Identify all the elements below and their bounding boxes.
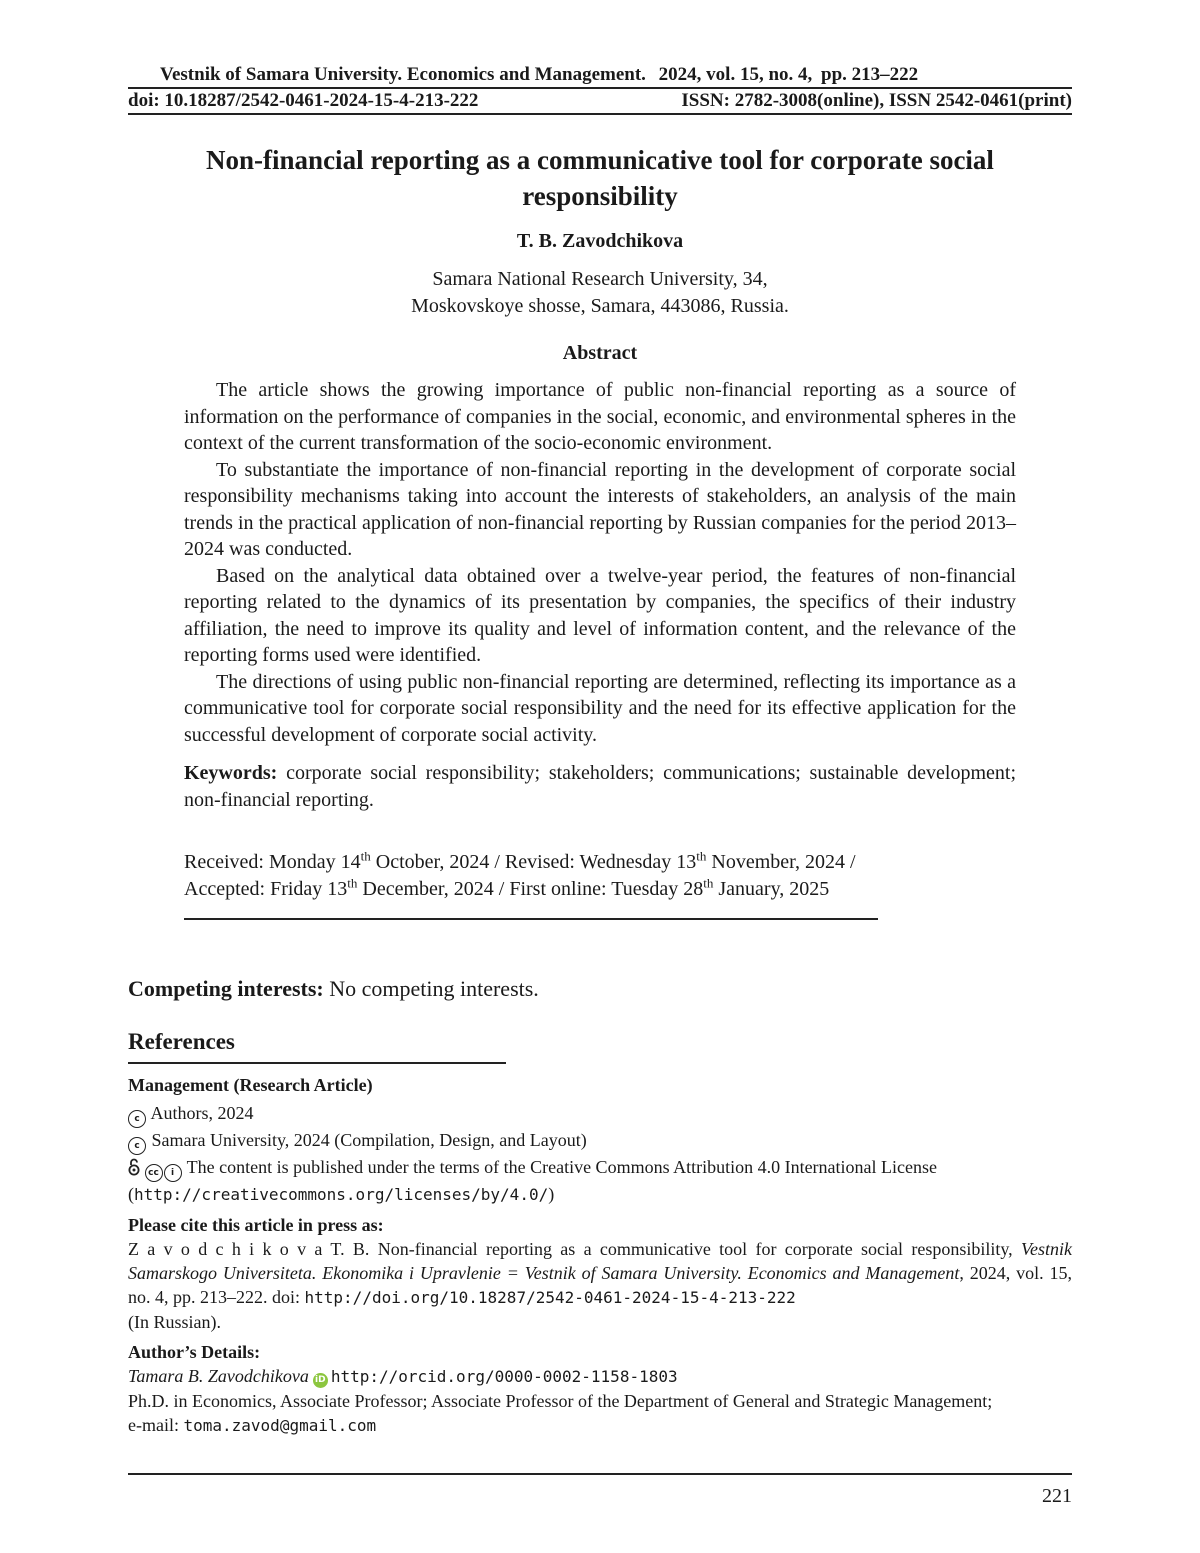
cite-details: , 2024, vol. 15, no. 4, pp. 213–222. doi: [128, 1263, 1072, 1307]
license-url-line: (http://creativecommons.org/licenses/by/4.0/) [128, 1184, 555, 1204]
article-dates [184, 849, 1016, 903]
cc-icon: cc [145, 1164, 163, 1182]
citation [128, 1237, 1072, 1310]
copyright-icon: c [128, 1110, 146, 1128]
author-full-name: Tamara B. Zavodchikova [128, 1366, 309, 1386]
header-rule [128, 87, 1072, 89]
revised-date: October, 2024 / Revised: Wednesday 13 [370, 851, 697, 873]
article-title [128, 142, 1072, 214]
journal-header [160, 64, 918, 86]
ordinal-suffix: th [703, 875, 714, 891]
author-name: T. B. Zavodchikova [516, 230, 684, 252]
ordinal-suffix: th [360, 848, 371, 864]
abstract-body [184, 377, 1016, 748]
revised-date-end: November, 2024 / [706, 851, 856, 873]
abstract-paragraph: The article shows the growing importance of public non-financial reporting as a source of information on the performance of companies in the social, economic, and environmental spheres in the context of the current transformation of the socio-economic environment. [184, 379, 1016, 454]
competing-label: Competing interests: [128, 976, 324, 1001]
by-icon: i [164, 1164, 182, 1182]
dates-rule [184, 918, 878, 920]
orcid-icon: iD [313, 1373, 328, 1388]
online-date: December, 2024 / First online: Tuesday 28 [357, 878, 704, 900]
author-orcid-line [128, 1364, 1072, 1389]
article-type: Management (Research Article) [128, 1075, 373, 1095]
email-label: e-mail: [128, 1415, 184, 1435]
journal-name: Vestnik of Samara University. Economics and Management. [160, 64, 646, 85]
affiliation-line-2: Moskovskoye shosse, Samara, 443086, Russia. [411, 295, 789, 317]
cite-journal: Vestnik Samarskogo Universiteta. Ekonomika i Upravlenie = Vestnik of Samara University. Economics and Management [128, 1239, 1072, 1283]
title-line-2: responsibility [522, 181, 678, 211]
affiliation-line-1: Samara National Research University, 34, [432, 268, 768, 290]
accepted-date: Accepted: Friday 13 [184, 878, 348, 900]
keywords-text: corporate social responsibility; stakeholders; communications; sustainable development; non-financial reporting. [184, 762, 1017, 811]
keywords [184, 760, 1016, 813]
license-text: The content is published under the terms of the Creative Commons Attribution 4.0 International License [182, 1157, 938, 1177]
abstract-paragraph: To substantiate the importance of non-financial reporting in the development of corporate social responsibility mechanisms taking into account the interests of stakeholders, an analysis of the main trends in the practical application of non-financial reporting by Russian companies for the period 2013–2024 was conducted. [184, 458, 1016, 560]
copyright-university [128, 1128, 1072, 1155]
dates-line-2 [184, 876, 1016, 903]
author-email-line [128, 1413, 1072, 1438]
abstract-paragraph: The directions of using public non-financial reporting are determined, reflecting its importance as a communicative tool for corporate social responsibility and the need for its effective application for the successful development of corporate social activity. [184, 670, 1016, 746]
page-number: 221 [1042, 1485, 1072, 1507]
abstract-paragraph: Based on the analytical data obtained over a twelve-year period, the features of non-financial reporting related to the dynamics of its presentation by companies, the specifics of their industry affiliation, the need to improve its quality and level of information content, and the relevance of the reporting forms used were identified. [184, 564, 1016, 666]
cite-language: (In Russian). [128, 1312, 221, 1332]
abstract-heading: Abstract [562, 342, 638, 364]
orcid-link[interactable]: http://orcid.org/0000-0002-1158-1803 [330, 1367, 678, 1386]
open-access-icon [128, 1158, 140, 1182]
ordinal-suffix: th [696, 848, 707, 864]
volume-info: 2024, vol. 15, no. 4, [658, 64, 813, 85]
doi-header: doi: 10.18287/2542-0461-2024-15-4-213-222 [128, 90, 479, 111]
competing-interests [128, 976, 539, 1002]
email-link[interactable]: toma.zavod@gmail.com [183, 1416, 377, 1435]
affiliation [128, 266, 1072, 320]
cite-heading: Please cite this article in press as: [128, 1215, 384, 1235]
cite-author: Z a v o d c h i k o v a T. B. [128, 1239, 370, 1259]
copyright-authors-text: Authors, 2024 [147, 1103, 254, 1123]
issn-header: ISSN: 2782-3008(online), ISSN 2542-0461(print) [681, 90, 1072, 111]
footnote-rule [128, 1062, 506, 1064]
keywords-label: Keywords: [184, 762, 278, 784]
header-rule-bottom [128, 113, 1072, 115]
license-statement [128, 1155, 1072, 1182]
author-details-heading: Author’s Details: [128, 1342, 261, 1362]
copyright-university-text: Samara University, 2024 (Compilation, Design, and Layout) [147, 1130, 587, 1150]
page-range: pp. 213–222 [821, 64, 919, 85]
author-position: Ph.D. in Economics, Associate Professor; Associate Professor of the Department of General and Strategic Management; [128, 1391, 993, 1411]
received-date: Received: Monday 14 [184, 851, 361, 873]
footer-rule [128, 1473, 1072, 1475]
ordinal-suffix: th [347, 875, 358, 891]
footnote-block [128, 1073, 1072, 1438]
copyright-authors [128, 1101, 1072, 1128]
license-link[interactable]: http://creativecommons.org/licenses/by/4.0/ [134, 1185, 549, 1204]
online-date-end: January, 2025 [713, 878, 830, 900]
references-heading: References [128, 1029, 235, 1054]
dates-line-1 [184, 849, 1016, 876]
competing-text: No competing interests. [323, 976, 539, 1001]
doi-link[interactable]: http://doi.org/10.18287/2542-0461-2024-15-4-213-222 [304, 1288, 796, 1307]
title-line-1: Non-financial reporting as a communicative tool for corporate social [206, 145, 994, 175]
cite-title: Non-financial reporting as a communicative tool for corporate social responsibility, [369, 1239, 1021, 1259]
copyright-icon: c [128, 1137, 146, 1155]
